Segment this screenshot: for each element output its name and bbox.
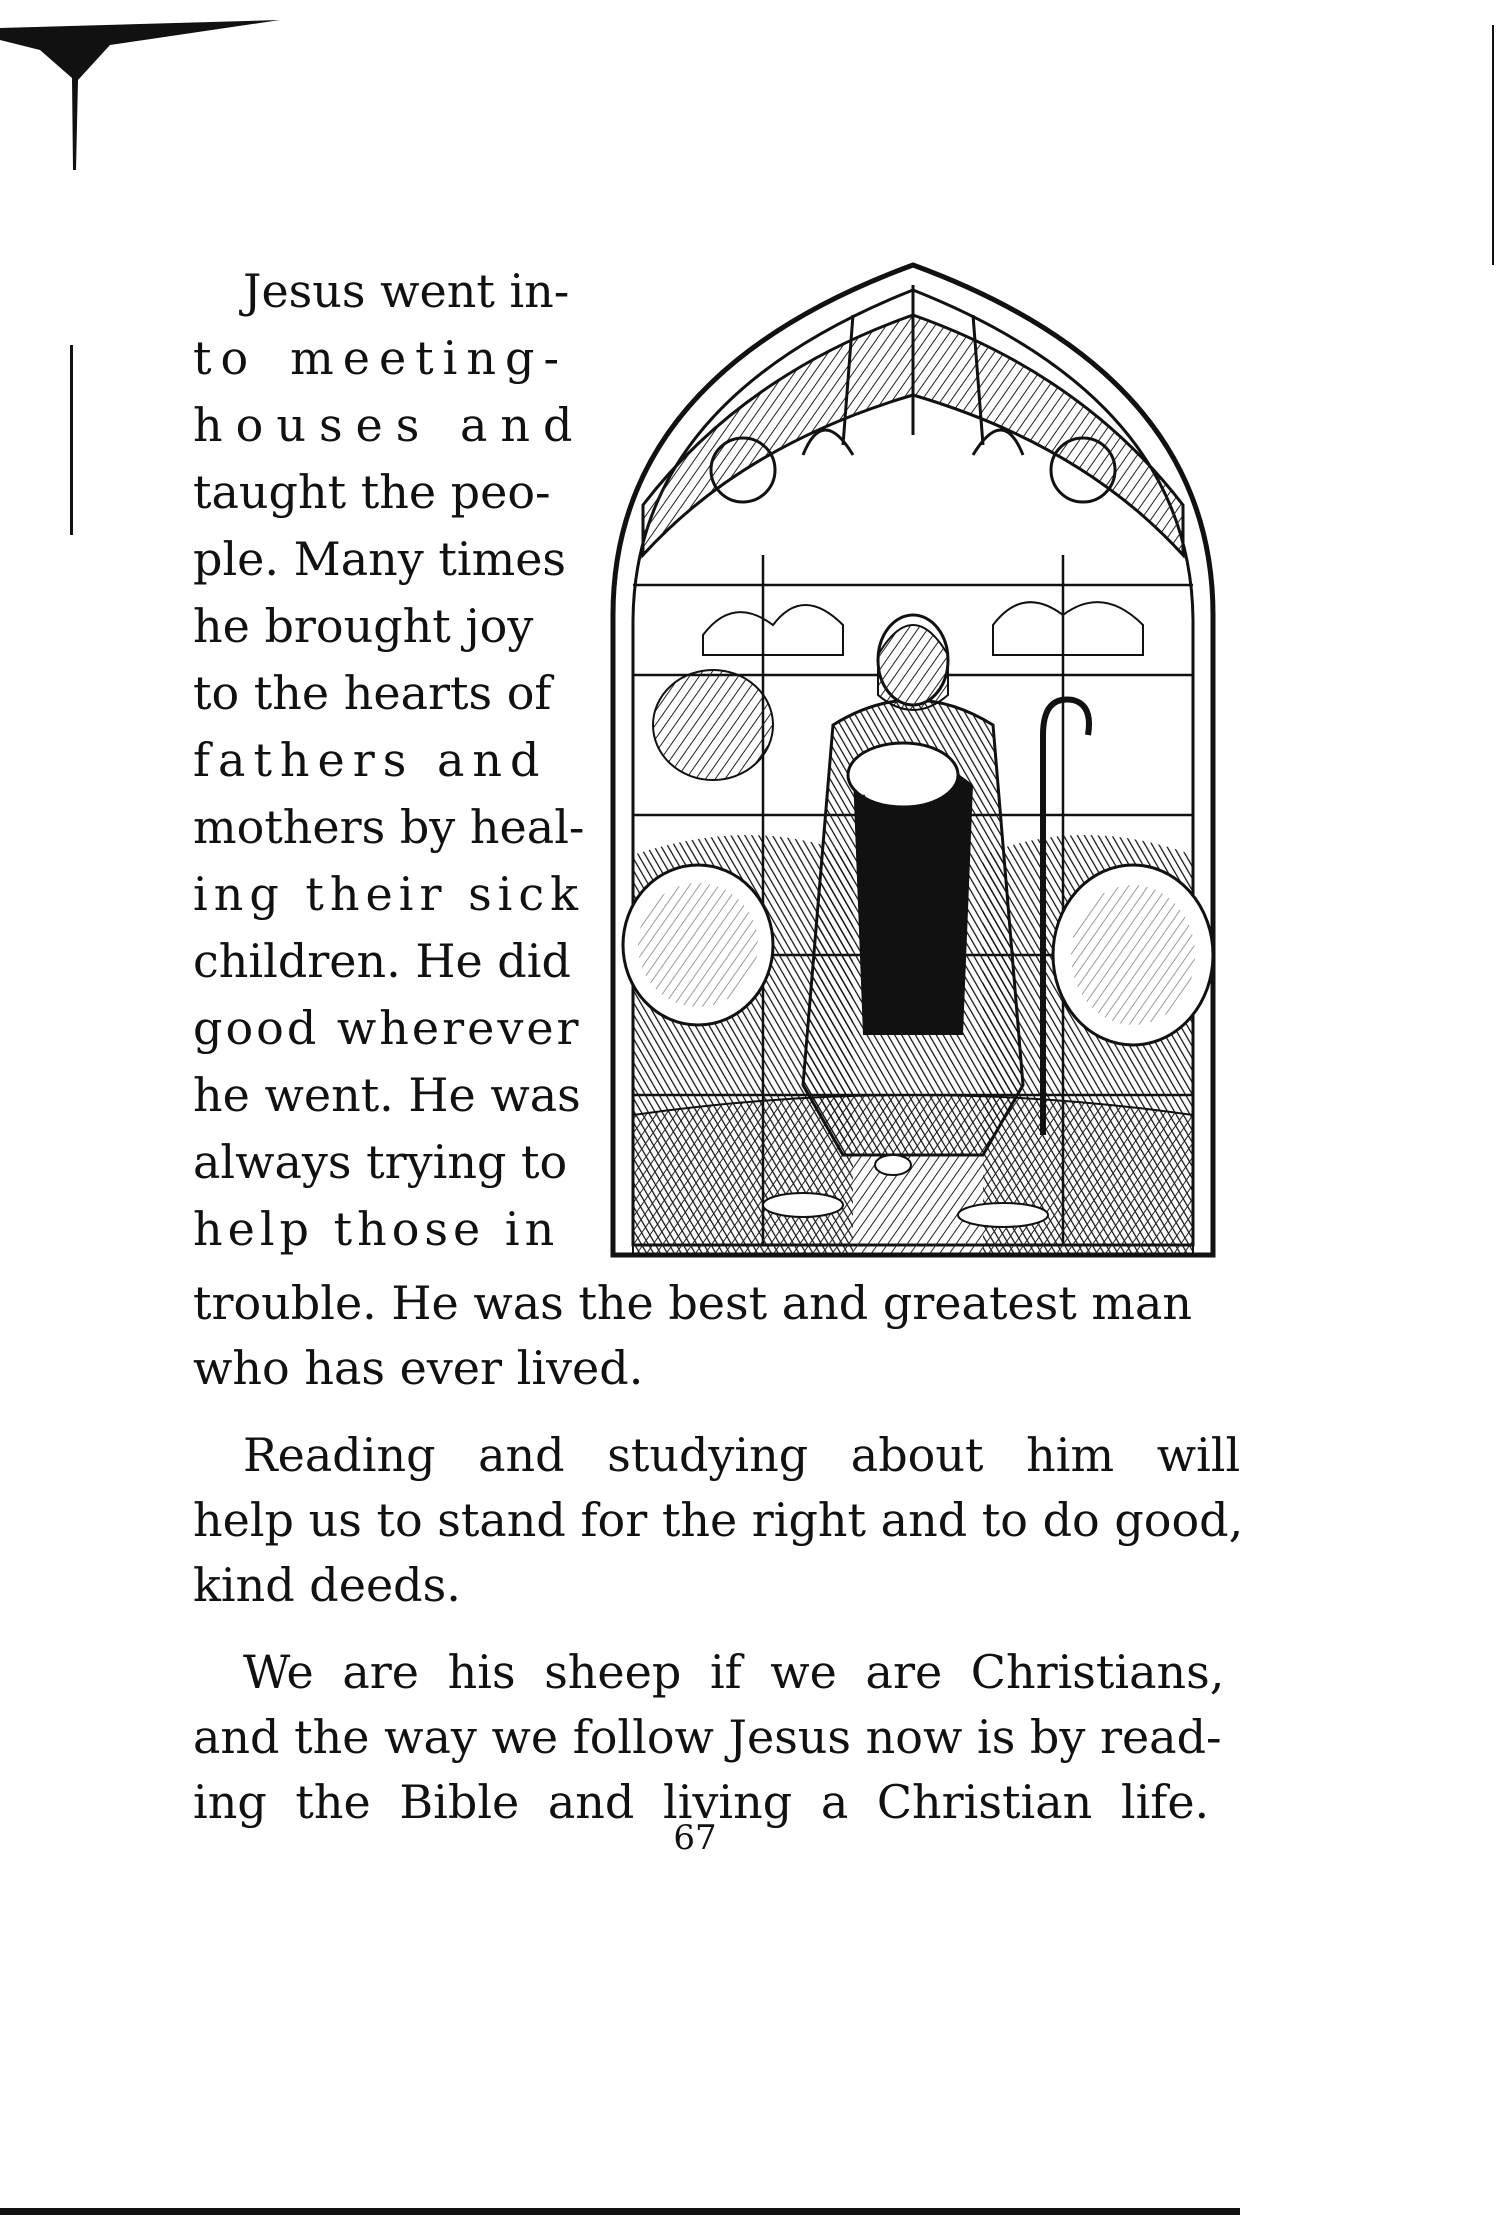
- text-line: ing the Bible and living a Christian life.: [193, 1775, 1210, 1829]
- text-line: good wherever: [193, 1001, 582, 1055]
- text-line: taught the peo-: [193, 465, 551, 519]
- column-text: [193, 258, 586, 1263]
- top-left-scan-mark: [0, 0, 300, 200]
- right-edge-mark: [1492, 25, 1494, 265]
- text-line: mothers by heal-: [193, 800, 585, 854]
- text-line: to meeting-: [193, 331, 568, 385]
- text-line: help us to stand for the right and to do good,: [193, 1493, 1244, 1547]
- text-line: ing their sick: [193, 867, 585, 921]
- text-line: who has ever lived.: [193, 1341, 644, 1395]
- text-line: Jesus went in-: [243, 264, 570, 318]
- text-line: and the way we follow Jesus now is by read-: [193, 1710, 1222, 1764]
- text-line: trouble. He was the best and greatest man: [193, 1276, 1193, 1330]
- text-line: help those in: [193, 1202, 560, 1256]
- text-line: We are his sheep if we are Christians,: [243, 1645, 1225, 1699]
- text-line: always trying to: [193, 1135, 568, 1189]
- text-line: kind deeds.: [193, 1558, 461, 1612]
- shepherd-stained-glass-illustration: [603, 255, 1223, 1260]
- text-line: Reading and studying about him will: [243, 1428, 1241, 1482]
- full-width-text: [193, 1271, 1244, 1835]
- text-line: fathers and: [193, 733, 548, 787]
- bottom-scan-edge: [0, 2208, 1240, 2215]
- text-line: he went. He was: [193, 1068, 581, 1122]
- text-line: to the hearts of: [193, 666, 552, 720]
- page-number: 67: [673, 1818, 717, 1858]
- text-line: he brought joy: [193, 599, 534, 653]
- text-line: houses and: [193, 398, 586, 452]
- text-line: children. He did: [193, 934, 571, 988]
- text-line: ple. Many times: [193, 532, 567, 586]
- left-edge-mark: [70, 345, 73, 535]
